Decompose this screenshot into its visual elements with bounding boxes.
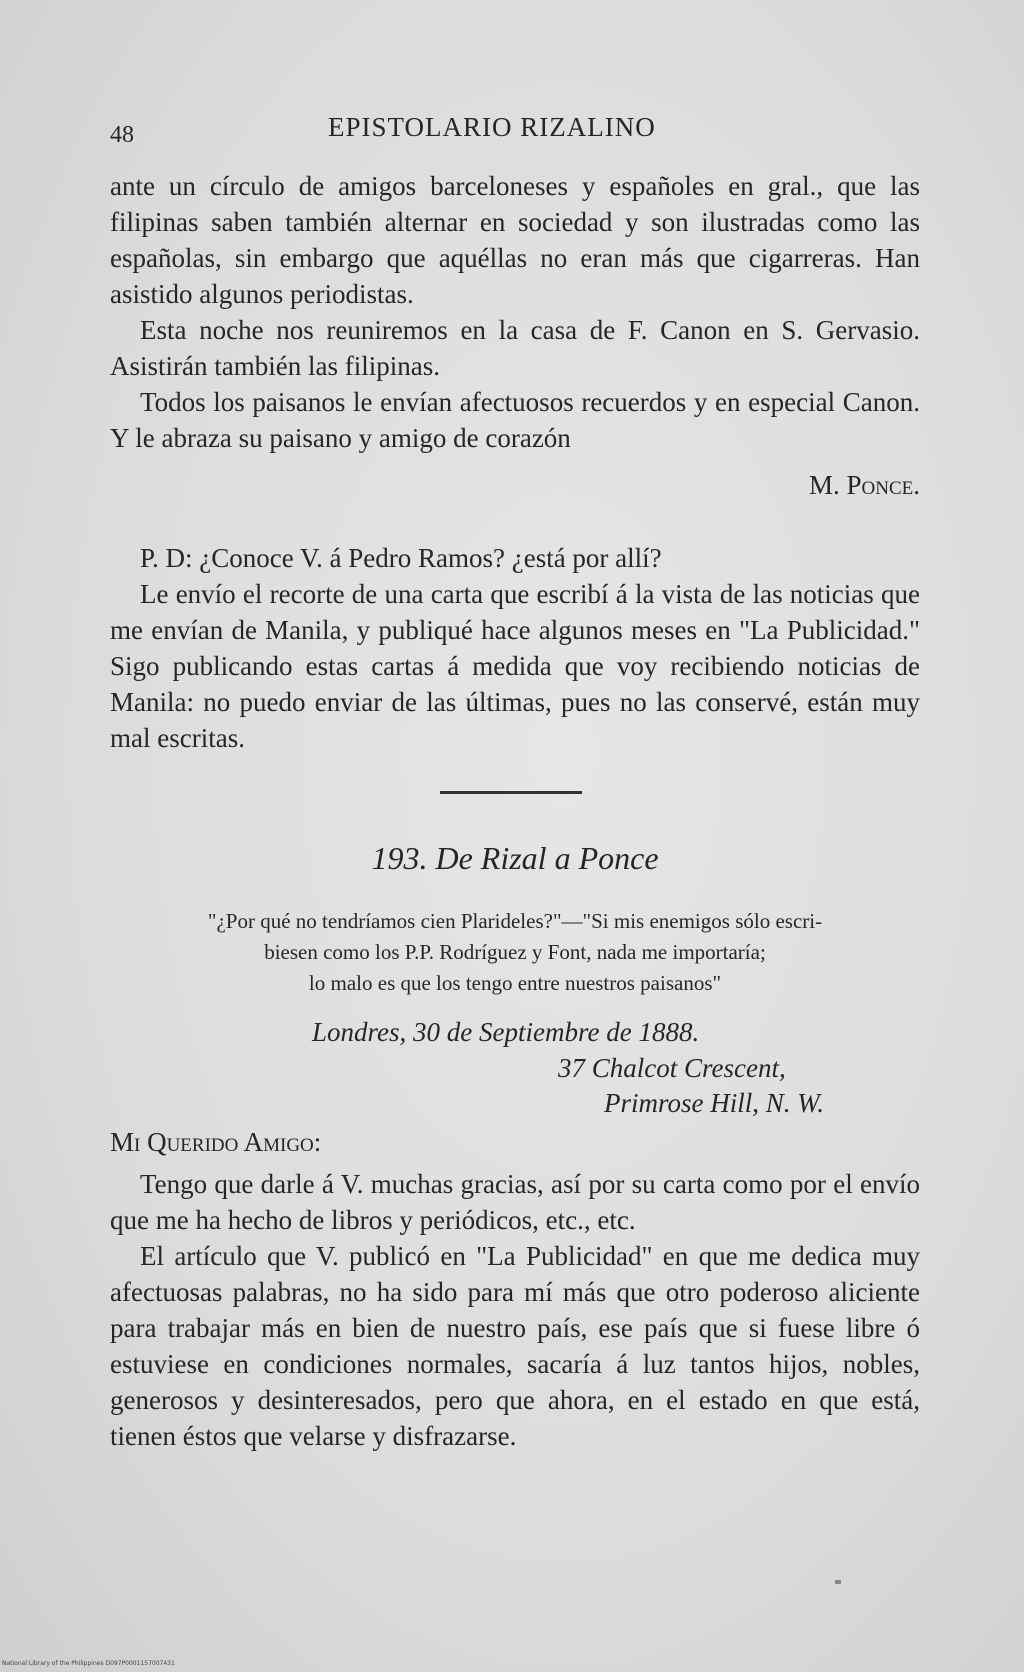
address-line: Primrose Hill, N. W. (604, 1088, 825, 1118)
page-header (110, 108, 920, 148)
scan-mark (835, 1580, 841, 1584)
letter-body (110, 1166, 920, 1454)
letter-date: Londres, 30 de Septiembre de 1888. (312, 1017, 700, 1047)
page-number: 48 (110, 122, 134, 148)
paragraph: Todos los paisanos le envían afectuosos recuerdos y en especial Canon. Y le abraza su paisano y amigo de corazón (110, 387, 920, 453)
library-stamp: National Library of the Philippines D097P0001157007431 (2, 1660, 175, 1667)
paragraph: Tengo que darle á V. muchas gracias, así por su carta como por el envío que me ha hecho de libros y periódicos, etc., etc. (110, 1169, 920, 1235)
running-title: EPISTOLARIO RIZALINO (328, 112, 656, 142)
previous-letter-body (110, 168, 920, 456)
letter-title: 193. De Rizal a Ponce (371, 840, 659, 876)
postscript (110, 540, 920, 756)
postscript-paragraph: Le envío el recorte de una carta que escribí á la vista de las noticias que me envían de Manila, y publiqué hace algunos meses en "La Publicidad." Sigo publicando estas cartas á medida que voy recibiendo noticias de Manila: no puedo enviar de las últimas, pues no las conservé, están muy mal escritas. (110, 579, 920, 753)
paragraph: ante un círculo de amigos barceloneses y españoles en gral., que las filipinas saben también alternar en sociedad y son ilustradas como las españolas, sin embargo que aquéllas no eran más que cigarreras. Han asistido algunos periodistas. (110, 171, 920, 309)
paragraph: Esta noche nos reuniremos en la casa de F. Canon en S. Gervasio. Asistirán también las filipinas. (110, 315, 920, 381)
signature: M. Ponce. (809, 470, 920, 500)
postscript-line: P. D: ¿Conoce V. á Pedro Ramos? ¿está por allí? (140, 543, 662, 573)
section-divider (440, 791, 582, 794)
salutation: Mi Querido Amigo: (110, 1127, 322, 1157)
epigraph-line: biesen como los P.P. Rodríguez y Font, nada me importaría; (264, 940, 766, 964)
address-line: 37 Chalcot Crescent, (558, 1053, 786, 1083)
epigraph-line: "¿Por qué no tendríamos cien Plarideles?"—"Si mis enemigos sólo escri- (207, 909, 823, 933)
epigraph (110, 906, 920, 999)
epigraph-line: lo malo es que los tengo entre nuestros paisanos" (308, 971, 722, 995)
paragraph: El artículo que V. publicó en "La Publicidad" en que me dedica muy afectuosas palabras, no ha sido para mí más que otro poderoso aliciente para trabajar más en bien de nuestro país, ese país que si fuese libre ó estuviese en condiciones normales, sacaría á luz tantos hijos, nobles, generosos y desinteresados, pero que ahora, en el estado en que está, tienen éstos que velarse y disfrazarse. (110, 1241, 920, 1451)
